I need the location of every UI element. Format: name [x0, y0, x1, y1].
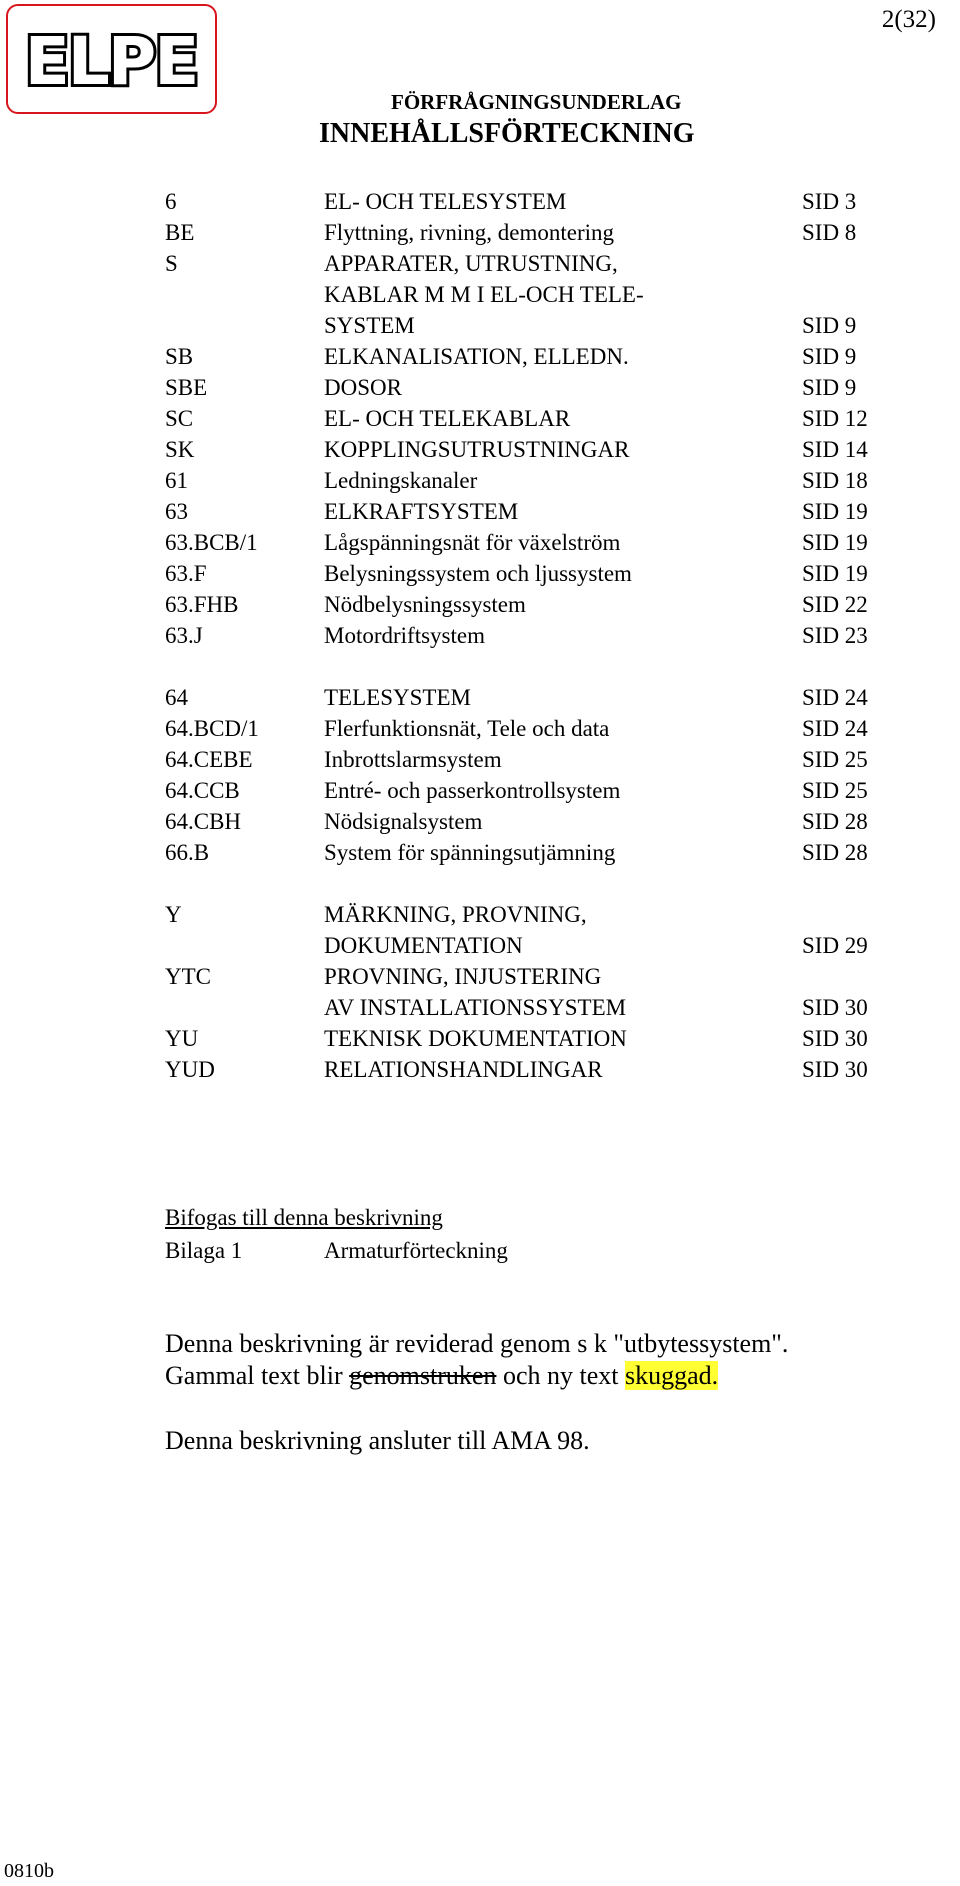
toc-code: SC — [165, 406, 194, 431]
legend-prefix: Gammal text blir — [165, 1361, 350, 1390]
toc-row — [165, 682, 905, 713]
toc-row — [165, 930, 905, 961]
attachment-label: Bilaga 1 — [165, 1238, 243, 1263]
toc-title: KABLAR M M I EL-OCH TELE- — [324, 282, 644, 307]
toc-row — [165, 899, 905, 930]
toc-page: SID 19 — [802, 561, 868, 586]
toc-code: YUD — [165, 1057, 215, 1082]
toc-title: KOPPLINGSUTRUSTNINGAR — [324, 437, 630, 462]
toc-code: 64.BCD/1 — [165, 716, 259, 741]
toc-title: Inbrottslarmsystem — [324, 747, 502, 772]
toc-code: 63 — [165, 499, 188, 524]
toc-code: SBE — [165, 375, 208, 400]
revision-legend — [165, 1361, 718, 1391]
elpe-logo — [6, 4, 217, 114]
toc-row — [165, 434, 905, 465]
toc-page: SID 8 — [802, 220, 857, 245]
toc-title: PROVNING, INJUSTERING — [324, 964, 602, 989]
toc-page: SID 30 — [802, 1057, 868, 1082]
toc-title: DOKUMENTATION — [324, 933, 523, 958]
document-code: 0810b — [4, 1860, 54, 1882]
toc-page: SID 24 — [802, 716, 868, 741]
toc-row — [165, 558, 905, 589]
toc-code: YTC — [165, 964, 211, 989]
toc-code: SK — [165, 437, 195, 462]
toc-row — [165, 1054, 905, 1085]
highlight-example: skuggad. — [624, 1361, 719, 1390]
strikethrough-example: genomstruken — [349, 1361, 497, 1390]
toc-row — [165, 992, 905, 1023]
toc-row — [165, 217, 905, 248]
toc-title: RELATIONSHANDLINGAR — [324, 1057, 603, 1082]
toc-code: 64.CCB — [165, 778, 240, 803]
table-of-contents — [165, 186, 905, 1085]
toc-row — [165, 248, 905, 279]
toc-page: SID 18 — [802, 468, 868, 493]
toc-code: S — [165, 251, 178, 276]
toc-row — [165, 1023, 905, 1054]
toc-title: Nödsignalsystem — [324, 809, 483, 834]
toc-page: SID 25 — [802, 778, 868, 803]
toc-title: Motordriftsystem — [324, 623, 485, 648]
toc-title: Flyttning, rivning, demontering — [324, 220, 615, 245]
toc-title: Entré- och passerkontrollsystem — [324, 778, 621, 803]
toc-page: SID 19 — [802, 530, 868, 555]
attachments-heading: Bifogas till denna beskrivning — [165, 1205, 443, 1230]
toc-row — [165, 961, 905, 992]
toc-code: YU — [165, 1026, 199, 1051]
toc-page: SID 19 — [802, 499, 868, 524]
toc-title: Ledningskanaler — [324, 468, 478, 493]
toc-code: 63.J — [165, 623, 203, 648]
elpe-logo-text: ELPE — [24, 23, 198, 100]
toc-code: 63.FHB — [165, 592, 239, 617]
toc-code: 63.F — [165, 561, 207, 586]
page-title: INNEHÅLLSFÖRTECKNING — [319, 118, 695, 149]
toc-title: ELKRAFTSYSTEM — [324, 499, 519, 524]
toc-page: SID 24 — [802, 685, 868, 710]
document-type-heading: FÖRFRÅGNINGSUNDERLAG — [391, 90, 682, 114]
toc-code: 64 — [165, 685, 188, 710]
attachment-title: Armaturförteckning — [324, 1238, 508, 1263]
toc-row — [165, 341, 905, 372]
toc-page: SID 25 — [802, 747, 868, 772]
toc-code: SB — [165, 344, 194, 369]
toc-page: SID 9 — [802, 313, 857, 338]
toc-title: Flerfunktionsnät, Tele och data — [324, 716, 610, 741]
toc-title: MÄRKNING, PROVNING, — [324, 902, 587, 927]
toc-row — [165, 713, 905, 744]
toc-page: SID 29 — [802, 933, 868, 958]
toc-code: 61 — [165, 468, 188, 493]
ama-reference: Denna beskrivning ansluter till AMA 98. — [165, 1426, 590, 1455]
toc-row — [165, 589, 905, 620]
toc-code: 6 — [165, 189, 177, 214]
toc-title: Belysningssystem och ljussystem — [324, 561, 632, 586]
toc-title: SYSTEM — [324, 313, 415, 338]
toc-title: EL- OCH TELESYSTEM — [324, 189, 567, 214]
page-number: 2(32) — [881, 6, 936, 33]
toc-code: BE — [165, 220, 195, 245]
toc-row — [165, 806, 905, 837]
toc-page: SID 28 — [802, 809, 868, 834]
legend-middle: och ny text — [496, 1361, 625, 1390]
toc-row — [165, 372, 905, 403]
toc-row — [165, 744, 905, 775]
revision-note: Denna beskrivning är reviderad genom s k "utbytessystem". — [165, 1329, 789, 1358]
toc-title: DOSOR — [324, 375, 402, 400]
toc-row — [165, 186, 905, 217]
toc-code: 66.B — [165, 840, 210, 865]
toc-page: SID 14 — [802, 437, 868, 462]
toc-row — [165, 620, 905, 651]
toc-title: Lågspänningsnät för växelström — [324, 530, 621, 555]
toc-row — [165, 279, 905, 310]
toc-row — [165, 775, 905, 806]
toc-page: SID 30 — [802, 1026, 868, 1051]
toc-title: APPARATER, UTRUSTNING, — [324, 251, 618, 276]
toc-row — [165, 496, 905, 527]
toc-code: 64.CEBE — [165, 747, 253, 772]
toc-row — [165, 310, 905, 341]
toc-page: SID 12 — [802, 406, 868, 431]
toc-title: TEKNISK DOKUMENTATION — [324, 1026, 627, 1051]
toc-title: ELKANALISATION, ELLEDN. — [324, 344, 629, 369]
toc-title: Nödbelysningssystem — [324, 592, 526, 617]
toc-row — [165, 465, 905, 496]
toc-title: TELESYSTEM — [324, 685, 471, 710]
toc-title: AV INSTALLATIONSSYSTEM — [324, 995, 627, 1020]
toc-code: Y — [165, 902, 182, 927]
toc-code: 64.CBH — [165, 809, 242, 834]
toc-page: SID 9 — [802, 375, 857, 400]
toc-row — [165, 403, 905, 434]
toc-page: SID 28 — [802, 840, 868, 865]
toc-title: EL- OCH TELEKABLAR — [324, 406, 571, 431]
toc-row — [165, 837, 905, 868]
toc-page: SID 3 — [802, 189, 857, 214]
toc-page: SID 23 — [802, 623, 868, 648]
toc-page: SID 22 — [802, 592, 868, 617]
toc-title: System för spänningsutjämning — [324, 840, 616, 865]
toc-page: SID 9 — [802, 344, 857, 369]
toc-row — [165, 527, 905, 558]
attachment-row — [165, 1235, 665, 1266]
toc-code: 63.BCB/1 — [165, 530, 258, 555]
toc-page: SID 30 — [802, 995, 868, 1020]
